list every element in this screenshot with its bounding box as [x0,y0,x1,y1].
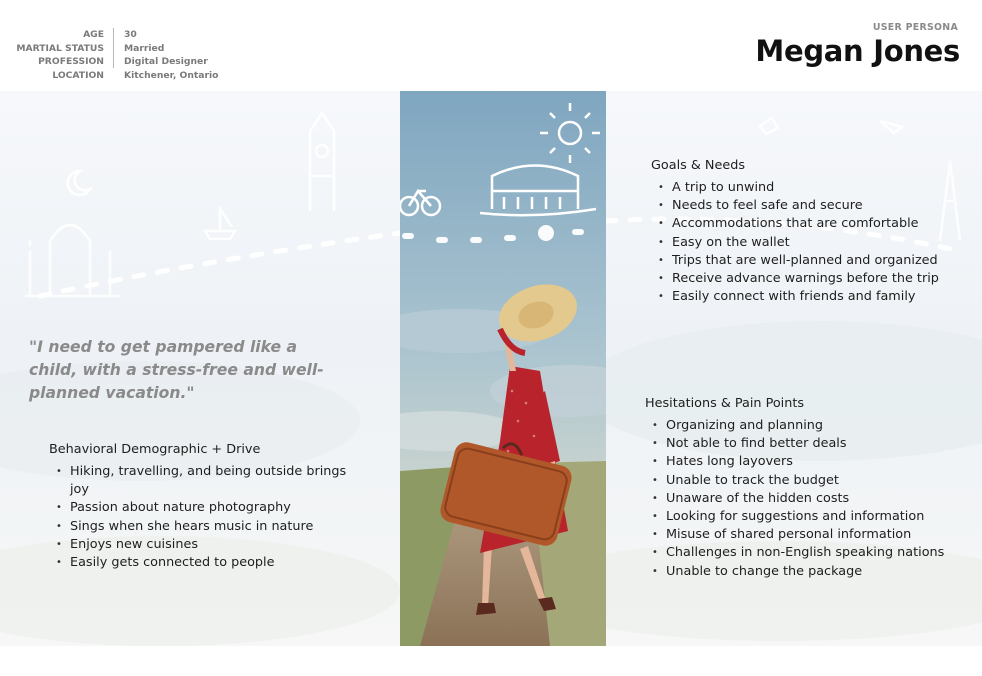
behavioral-list [55,463,355,572]
goals-title: Goals & Needs [651,158,746,173]
moon-icon [68,171,90,195]
hesitations-title: Hesitations & Pain Points [645,396,805,411]
plane-icon [760,118,902,134]
behavioral-title: Behavioral Demographic + Drive [49,442,261,457]
list-item: • Misuse of shared personal information [651,526,971,544]
list-item: • Easily gets connected to people [55,554,355,572]
landmark-icon [25,225,120,296]
location-label: LOCATION [52,69,104,81]
persona-header [0,0,982,91]
list-item: • Trips that are well-planned and organized [657,252,977,270]
list-item: • Unaware of the hidden costs [651,490,971,508]
location-value: Kitchener, Ontario [124,69,219,81]
profile-values [124,28,324,82]
list-item: • Looking for suggestions and information [651,508,971,526]
list-item: • Hiking, travelling, and being outside brings joy [55,463,355,499]
list-item: • Not able to find better deals [651,435,971,453]
persona-tag: USER PERSONA [872,22,958,33]
profession-label: PROFESSION [38,56,104,68]
list-item: • Needs to feel safe and secure [657,197,977,215]
footer-strip [0,646,982,676]
marital-status-value: Married [124,42,165,54]
list-item: • Receive advance warnings before the trip [657,270,977,288]
goals-list [657,179,977,306]
list-item: • Easy on the wallet [657,234,977,252]
list-item: • Enjoys new cuisines [55,536,355,554]
marital-status-label: MARTIAL STATUS [16,42,104,54]
list-item: • Accommodations that are comfortable [657,215,977,233]
profession-value: Digital Designer [124,56,208,68]
traveler-illustration [400,91,606,646]
persona-photo [400,91,606,646]
age-value: 30 [124,29,137,40]
hesitations-list [651,417,971,581]
list-item: • A trip to unwind [657,179,977,197]
profile-labels [0,28,104,82]
list-item: • Sings when she hears music in nature [55,518,355,536]
sailboat-icon [205,209,235,239]
list-item: • Unable to change the package [651,563,971,581]
list-item: • Easily connect with friends and family [657,288,977,306]
clock-tower-icon [310,113,334,211]
list-item: • Unable to track the budget [651,472,971,490]
list-item: • Hates long layovers [651,453,971,471]
list-item: • Organizing and planning [651,417,971,435]
list-item: • Passion about nature photography [55,499,355,517]
profile-divider [113,28,114,68]
age-label: AGE [83,29,104,40]
persona-name: Megan Jones [755,34,960,68]
list-item: • Challenges in non-English speaking nations [651,544,971,562]
persona-quote: "I need to get pampered like a child, with a stress-free and well-planned vacation." [29,338,324,402]
